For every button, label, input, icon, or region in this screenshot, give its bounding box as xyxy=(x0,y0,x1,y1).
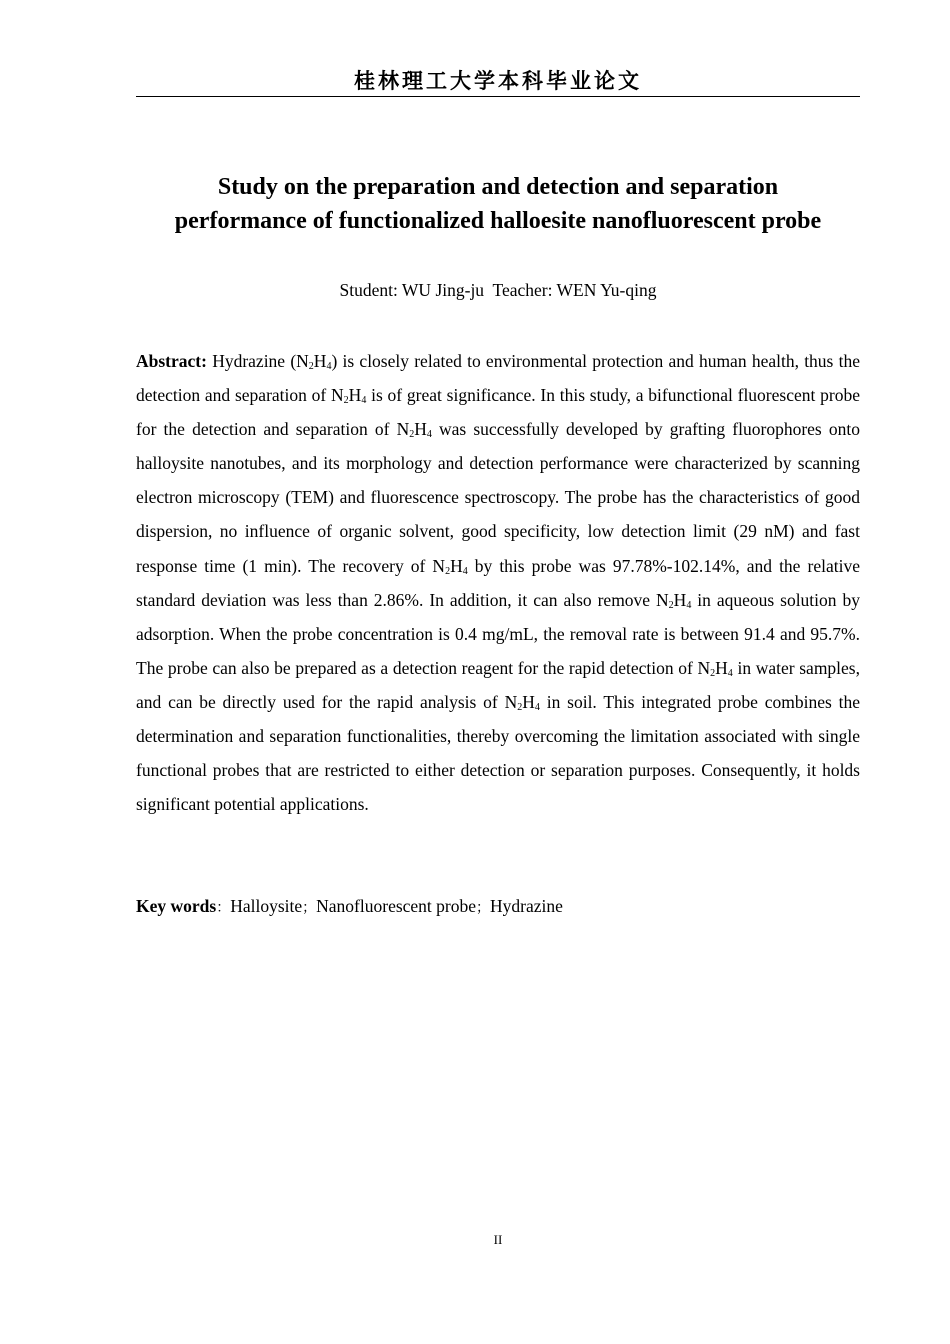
abstract-text: by this probe was 97.78%-102.14%, and the relative standard deviation was less than 2.86%. In addition, it can also remove xyxy=(136,555,860,610)
abstract-paragraph xyxy=(136,344,860,821)
formula-n2h4: $N_2H_4$ xyxy=(656,589,692,611)
title-line-1: Study on the preparation and detection and separation xyxy=(217,174,779,200)
keywords-label: Key words xyxy=(136,896,217,916)
abstract-text: ) is closely related to environmental protection and human health, thus the detection and separation of xyxy=(136,351,860,406)
page-number: II xyxy=(493,1232,503,1247)
keyword-item: Halloysite xyxy=(230,896,303,916)
paper-title xyxy=(120,170,876,238)
abstract-text: in aqueous solution by adsorption. When the probe concentration is 0.4 mg/mL, the removal rate is between 91.4 and 95.7%. The probe can also be prepared as a detection reagent for the rapid detection of xyxy=(136,589,860,678)
formula-n2h4: $N_2H_4$ xyxy=(697,657,733,679)
formula-n2h4: $N_2H_4$ xyxy=(504,691,540,713)
keyword-separator: ； xyxy=(476,900,491,916)
keyword-item: Hydrazine xyxy=(490,896,563,916)
abstract-text: is of great significance. In this study, a bifunctional fluorescent probe for the detection and separation of xyxy=(136,385,860,440)
abstract-text: in soil. This integrated probe combines the determination and separation functionalities, thereby overcoming the limitation associated with single functional probes that are restricted to either detection or separation purposes. Consequently, it holds significant potential applications. xyxy=(136,691,861,815)
page-header-title: 桂林理工大学本科毕业论文 xyxy=(354,69,642,93)
formula-n2h4: $N_2H_4$ xyxy=(331,385,367,407)
author-line: Student: WU Jing-ju Teacher: WEN Yu-qing xyxy=(339,280,657,300)
title-line-2: performance of functionalized halloesite nanofluorescent probe xyxy=(174,208,822,234)
formula-n2h4: $N_2H_4$ xyxy=(296,351,332,372)
formula-n2h4: $N_2H_4$ xyxy=(432,555,468,577)
keyword-item: Nanofluorescent probe xyxy=(316,896,477,916)
abstract-text: was successfully developed by grafting fluorophores onto halloysite nanotubes, and its morphology and detection performance were characterized by scanning electron microscopy (TEM) and fluorescence spectroscopy. The probe has the characteristics of good dispersion, no influence of organic solvent, good specificity, low detection limit (29 nM) and fast response time (1 min). The recovery of xyxy=(136,419,860,576)
header-divider xyxy=(136,96,860,97)
keywords-line xyxy=(136,891,860,923)
abstract-label: Abstract: xyxy=(136,351,207,371)
formula-n2h4: $N_2H_4$ xyxy=(396,419,432,441)
abstract-text: Hydrazine ( xyxy=(206,351,297,371)
keyword-separator: ； xyxy=(302,900,317,916)
abstract-text: in water samples, and can be directly used for the rapid analysis of xyxy=(136,657,860,712)
keywords-colon: ： xyxy=(216,900,231,916)
